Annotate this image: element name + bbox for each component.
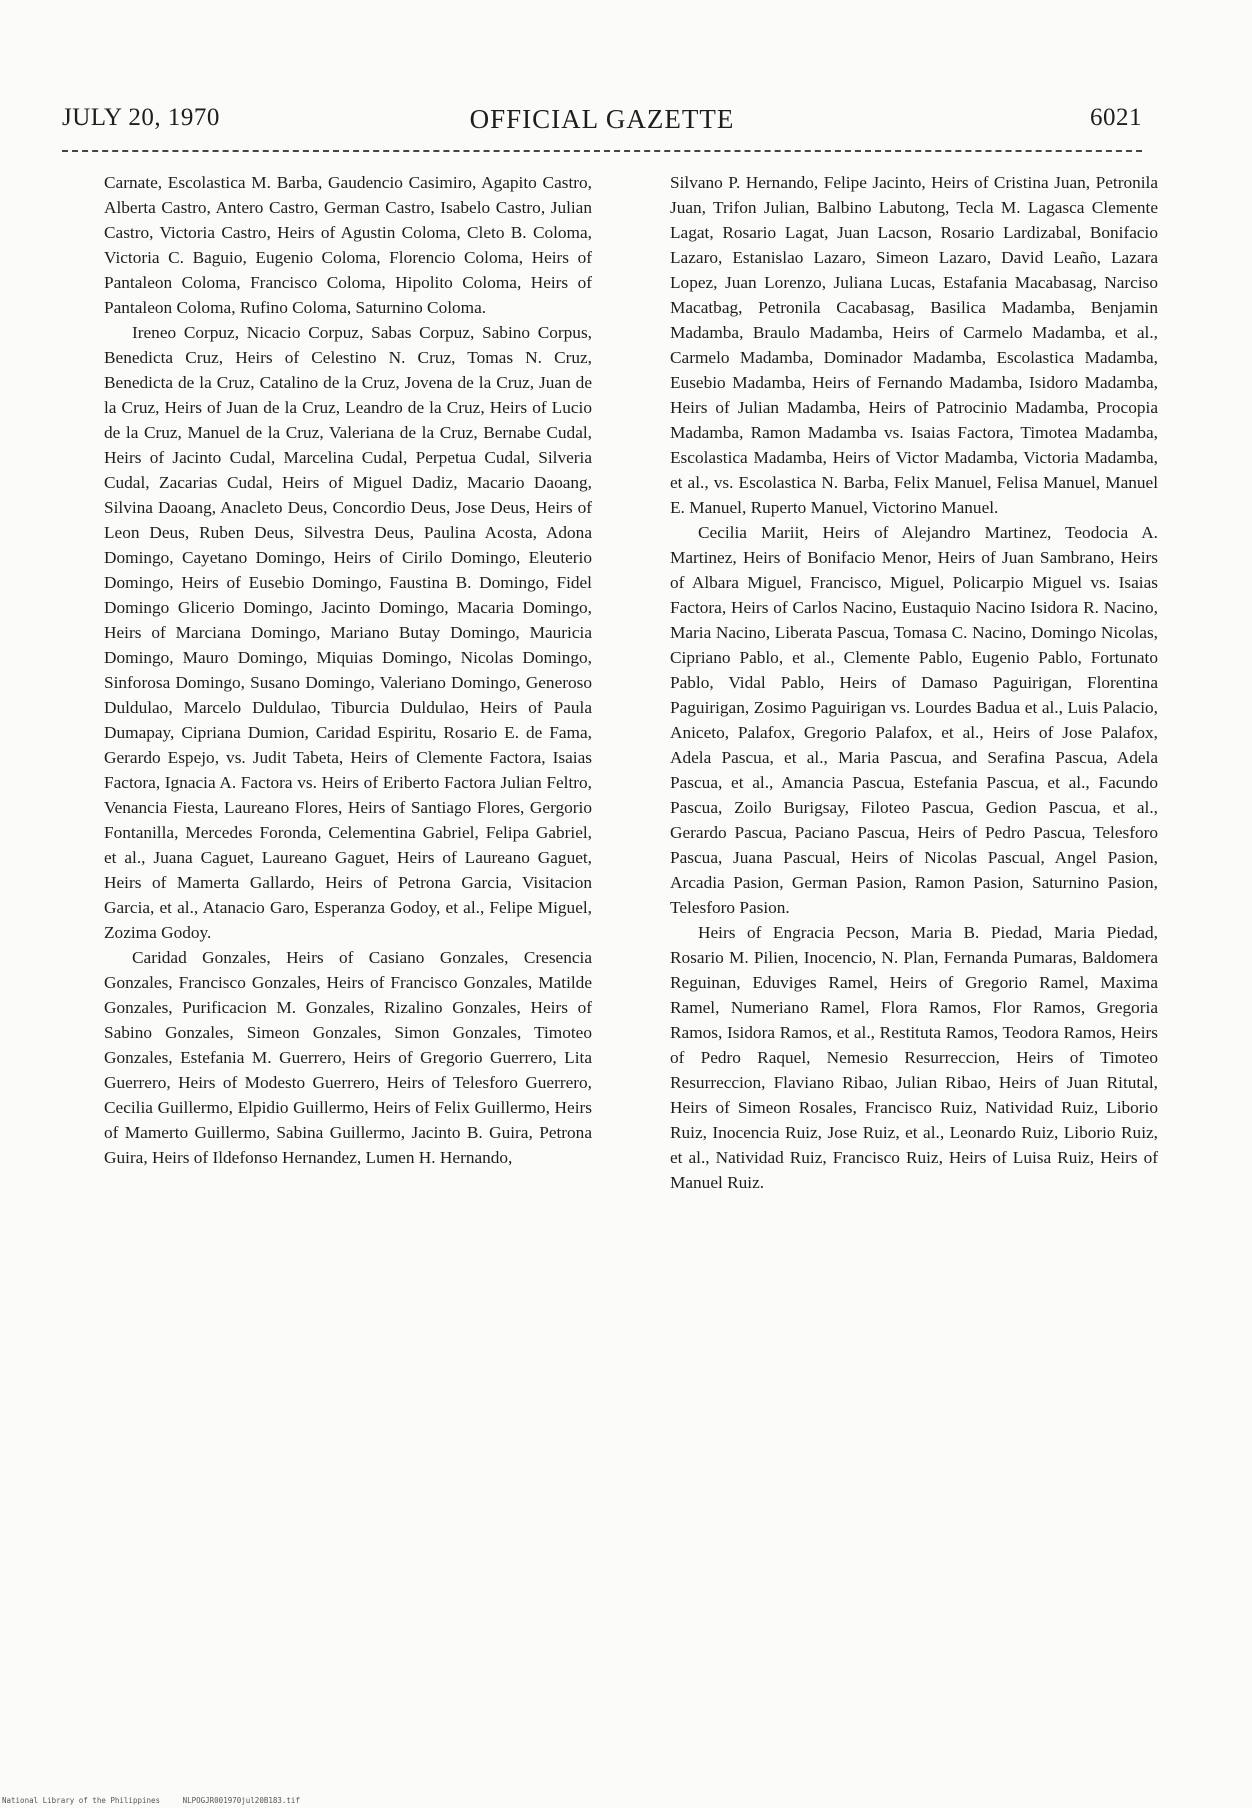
library-credit: National Library of the Philippines (2, 1796, 161, 1805)
paragraph: Silvano P. Hernando, Felipe Jacinto, Heirs of Cristina Juan, Petronila Juan, Trifon Julian, Balbino Labutong, Tecla M. Lagasca Clemente Lagat, Rosario Lagat, Juan Lacson, Rosario Lardizabal, Bonifacio Lazaro, Estanislao Lazaro, Simeon Lazaro, David Leaño, Lazara Lopez, Juan Lorenzo, Juliana Lucas, Estafania Macabasag, Narciso Macatbag, Petronila Cacabasag, Basilica Madamba, Benjamin Madamba, Braulo Madamba, Heirs of Carmelo Madamba, et al., Carmelo Madamba, Dominador Madamba, Escolastica Madamba, Eusebio Madamba, Heirs of Fernando Madamba, Isidoro Madamba, Heirs of Julian Madamba, Heirs of Patrocinio Madamba, Procopia Madamba, Ramon Madamba vs. Isaias Factora, Timotea Madamba, Escolastica Madamba, Heirs of Victor Madamba, Victoria Madamba, et al., vs. Escolastica N. Barba, Felix Manuel, Felisa Manuel, Manuel E. Manuel, Ruperto Manuel, Victorino Manuel. (670, 173, 1158, 517)
paragraph: Heirs of Engracia Pecson, Maria B. Piedad, Maria Piedad, Rosario M. Pilien, Inocencio, N. Plan, Fernanda Pumaras, Baldomera Reguinan, Eduviges Ramel, Heirs of Gregorio Ramel, Maxima Ramel, Numeriano Ramel, Flora Ramos, Flor Ramos, Gregoria Ramos, Isidora Ramos, et al., Restituta Ramos, Teodora Ramos, Heirs of Pedro Raquel, Nemesio Resurreccion, Heirs of Timoteo Resurreccion, Flaviano Ribao, Julian Ribao, Heirs of Juan Ritutal, Heirs of Simeon Rosales, Francisco Ruiz, Natividad Ruiz, Liborio Ruiz, Inocencia Ruiz, Jose Ruiz, et al., Leonardo Ruiz, Liborio Ruiz, et al., Natividad Ruiz, Francisco Ruiz, Heirs of Luisa Ruiz, Heirs of Manuel Ruiz. (670, 923, 1158, 1192)
left-column (104, 170, 592, 1170)
publication-title: OFFICIAL GAZETTE (469, 104, 735, 134)
file-name: NLPOGJR001970jul20B183.tif (182, 1796, 300, 1805)
page-header (62, 104, 1142, 140)
issue-date: JULY 20, 1970 (62, 104, 220, 131)
paragraph: Cecilia Mariit, Heirs of Alejandro Martinez, Teodocia A. Martinez, Heirs of Bonifacio Menor, Heirs of Juan Sambrano, Heirs of Albara Miguel, Francisco, Miguel, Policarpio Miguel vs. Isaias Factora, Heirs of Carlos Nacino, Eustaquio Nacino Isidora R. Nacino, Maria Nacino, Liberata Pascua, Tomasa C. Nacino, Domingo Nicolas, Cipriano Pablo, et al., Clemente Pablo, Eugenio Pablo, Fortunato Pablo, Vidal Pablo, Heirs of Damaso Paguirigan, Florentina Paguirigan, Zosimo Paguirigan vs. Lourdes Badua et al., Luis Palacio, Aniceto, Palafox, Gregorio Palafox, et al., Heirs of Jose Palafox, Adela Pascua, et al., Maria Pascua, and Serafina Pascua, Adela Pascua, et al., Amancia Pascua, Estefania Pascua, et al., Facundo Pascua, Zoilo Burigsay, Filoteo Pascua, Gedion Pascua, et al., Gerardo Pascua, Paciano Pascua, Heirs of Pedro Pascua, Telesforo Pascua, Juana Pascual, Heirs of Nicolas Pascual, Angel Pasion, Arcadia Pasion, German Pasion, Ramon Pasion, Saturnino Pasion, Telesforo Pasion. (670, 523, 1158, 917)
paragraph: Ireneo Corpuz, Nicacio Corpuz, Sabas Corpuz, Sabino Corpus, Benedicta Cruz, Heirs of Celestino N. Cruz, Tomas N. Cruz, Benedicta de la Cruz, Catalino de la Cruz, Jovena de la Cruz, Juan de la Cruz, Heirs of Juan de la Cruz, Leandro de la Cruz, Heirs of Lucio de la Cruz, Manuel de la Cruz, Valeriana de la Cruz, Bernabe Cudal, Heirs of Jacinto Cudal, Marcelina Cudal, Perpetua Cudal, Silveria Cudal, Zacarias Cudal, Heirs of Miguel Dadiz, Macario Daoang, Silvina Daoang, Anacleto Deus, Concordio Deus, Jose Deus, Heirs of Leon Deus, Ruben Deus, Silvestra Deus, Paulina Acosta, Adona Domingo, Cayetano Domingo, Heirs of Cirilo Domingo, Eleuterio Domingo, Heirs of Eusebio Domingo, Faustina B. Domingo, Fidel Domingo Glicerio Domingo, Jacinto Domingo, Macaria Domingo, Heirs of Marciana Domingo, Mariano Butay Domingo, Mauricia Domingo, Mauro Domingo, Miquias Domingo, Nicolas Domingo, Sinforosa Domingo, Susano Domingo, Valeriano Domingo, Generoso Duldulao, Marcelo Duldulao, Tiburcia Duldulao, Heirs of Paula Dumapay, Cipriana Dumion, Caridad Espiritu, Rosario E. de Fama, Gerardo Espejo, vs. Judit Tabeta, Heirs of Clemente Factora, Isaias Factora, Ignacia A. Factora vs. Heirs of Eriberto Factora Julian Feltro, Venancia Fiesta, Laureano Flores, Heirs of Santiago Flores, Gergorio Fontanilla, Mercedes Foronda, Celementina Gabriel, Felipa Gabriel, et al., Juana Caguet, Laureano Gaguet, Heirs of Laureano Gaguet, Heirs of Mamerta Gallardo, Heirs of Petrona Garcia, Visitacion Garcia, et al., Atanacio Garo, Esperanza Godoy, et al., Felipe Miguel, Zozima Godoy. (104, 323, 592, 942)
right-column (670, 170, 1158, 1195)
scan-footer (2, 1796, 318, 1805)
paragraph: Carnate, Escolastica M. Barba, Gaudencio Casimiro, Agapito Castro, Alberta Castro, Antero Castro, German Castro, Isabelo Castro, Julian Castro, Victoria Castro, Heirs of Agustin Coloma, Cleto B. Coloma, Victoria C. Baguio, Eugenio Coloma, Florencio Coloma, Heirs of Pantaleon Coloma, Francisco Coloma, Hipolito Coloma, Heirs of Pantaleon Coloma, Rufino Coloma, Saturnino Coloma. (104, 173, 592, 317)
page-number: 6021 (1090, 104, 1142, 131)
paragraph: Caridad Gonzales, Heirs of Casiano Gonzales, Cresencia Gonzales, Francisco Gonzales, Heirs of Francisco Gonzales, Matilde Gonzales, Purificacion M. Gonzales, Rizalino Gonzales, Heirs of Sabino Gonzales, Simeon Gonzales, Simon Gonzales, Timoteo Gonzales, Estefania M. Guerrero, Heirs of Gregorio Guerrero, Lita Guerrero, Heirs of Modesto Guerrero, Heirs of Telesforo Guerrero, Cecilia Guillermo, Elpidio Guillermo, Heirs of Felix Guillermo, Heirs of Mamerto Guillermo, Sabina Guillermo, Jacinto B. Guira, Petrona Guira, Heirs of Ildefonso Hernandez, Lumen H. Hernando, (104, 948, 592, 1167)
header-rule (62, 150, 1142, 152)
